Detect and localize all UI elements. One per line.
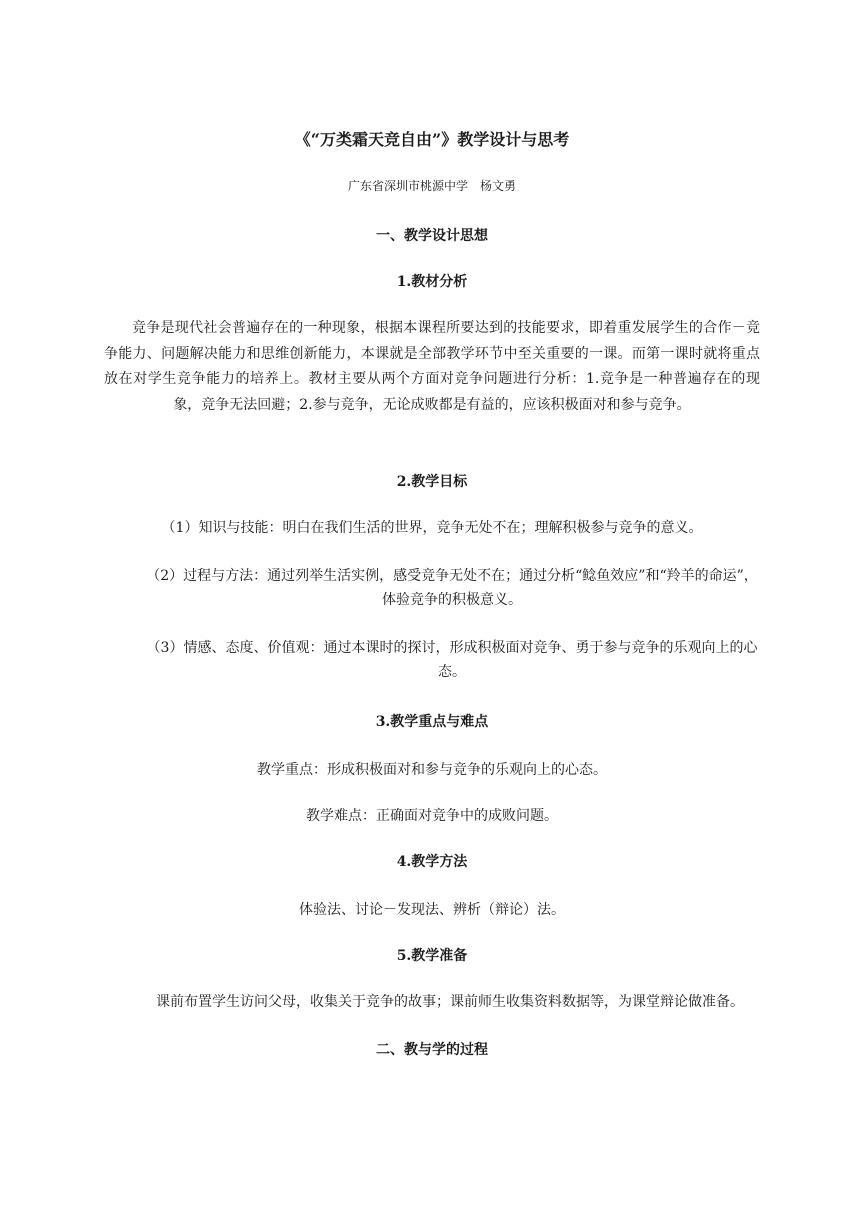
subheading-material-analysis: 1.教材分析 — [396, 274, 468, 290]
goal-process-methods: （2）过程与方法：通过列举生活实例，感受竞争无处不在；通过分析“鲶鱼效应”和“羚羊的命运”，体验竞争的积极意义。 — [146, 568, 758, 608]
subheading-teaching-preparation: 5.教学准备 — [396, 948, 468, 964]
subheading-teaching-methods: 4.教学方法 — [396, 854, 468, 870]
goal-emotion-values: （3）情感、态度、价值观：通过本课时的探讨，形成积极面对竞争、勇于参与竞争的乐观向上的心态。 — [146, 640, 758, 680]
author-byline: 广东省深圳市桃源中学 杨文勇 — [347, 179, 516, 193]
document-title: 《“万类霜天竞自由”》教学设计与思考 — [294, 130, 570, 149]
difficult-point-text: 教学难点：正确面对竞争中的成败问题。 — [306, 808, 558, 824]
goal-knowledge-skills: （1）知识与技能：明白在我们生活的世界，竞争无处不在；理解积极参与竞争的意义。 — [161, 520, 703, 536]
subheading-key-difficult-points: 3.教学重点与难点 — [375, 714, 489, 730]
section-heading-teaching-process: 二、教与学的过程 — [376, 1042, 488, 1058]
subheading-teaching-goals: 2.教学目标 — [396, 474, 468, 490]
teaching-methods-text: 体验法、讨论－发现法、辨析（辩论）法。 — [299, 902, 565, 918]
material-analysis-paragraph: 竞争是现代社会普遍存在的一种现象，根据本课程所要达到的技能要求，即着重发展学生的合作－竞争能力、问题解决能力和思维创新能力，本课就是全部教学环节中至关重要的一课。而第一课时就将重点放在对学生竞争能力的培养上。教材主要从两个方面对竞争问题进行分析：1.竞争是一种普遍存在的现象，竞争无法回避；2.参与竞争，无论成败都是有益的，应该积极面对和参与竞争。 — [104, 320, 760, 413]
key-point-text: 教学重点：形成积极面对和参与竞争的乐观向上的心态。 — [257, 762, 607, 778]
section-heading-design-thinking: 一、教学设计思想 — [376, 228, 488, 244]
teaching-preparation-text: 课前布置学生访问父母，收集关于竞争的故事；课前师生收集资料数据等，为课堂辩论做准备。 — [156, 994, 744, 1010]
